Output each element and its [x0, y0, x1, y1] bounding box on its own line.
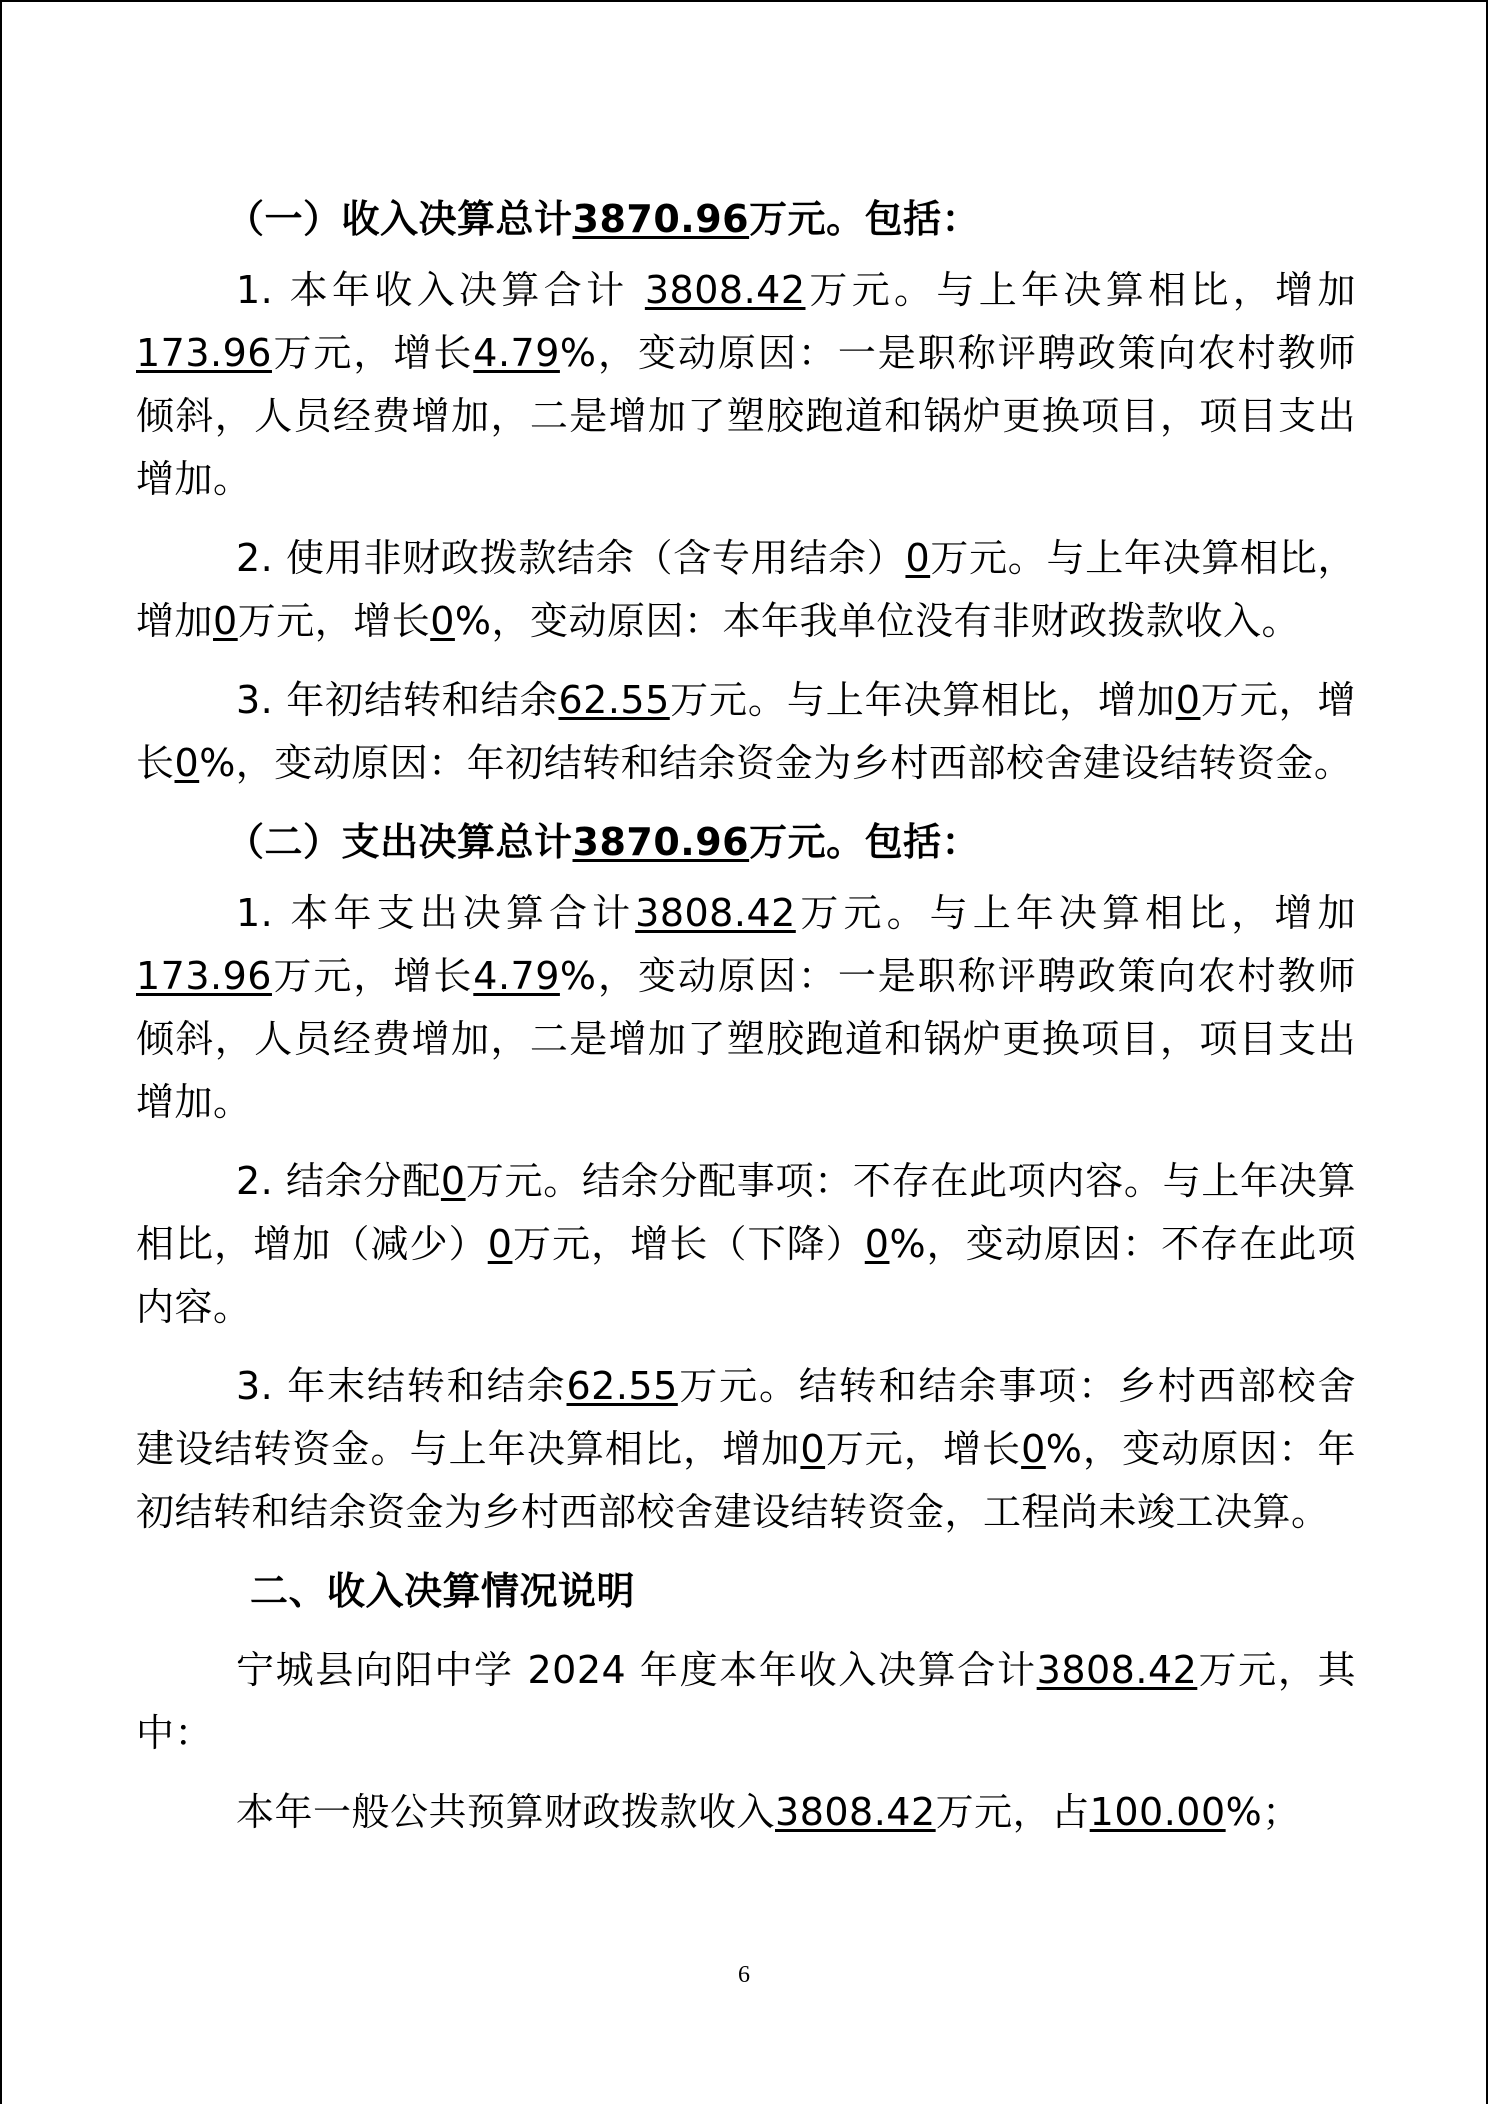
text: 万元，增长: [136, 678, 1356, 785]
heading-suffix: 万元。包括：: [749, 197, 981, 241]
text: 万元，占: [935, 1790, 1090, 1834]
document-body: [136, 188, 1356, 1844]
text: 万元。与上年决算相比，增加: [669, 678, 1176, 722]
text: %，变动原因：年初结转和结余资金为乡村西部校舍建设结转资金。: [199, 741, 1353, 785]
text: 万元，增长: [825, 1427, 1022, 1471]
text: %，变动原因：一是职称评聘政策向农村教师倾斜，人员经费增加，二是增加了塑胶跑道和锅炉更换项目，项目支出增加。: [136, 331, 1356, 501]
section-two-heading: 二、收入决算情况说明: [250, 1569, 636, 1613]
text: %，变动原因：不存在此项内容。: [136, 1222, 1356, 1329]
expense-item-3: [136, 1355, 1356, 1544]
expense-item-1: [136, 882, 1356, 1134]
text: 万元。与上年决算相比，增加: [805, 268, 1356, 312]
heading-prefix: （二）支出决算总计: [226, 820, 573, 864]
text: 宁城县向阳中学 2024 年度本年收入决算合计: [236, 1648, 1037, 1692]
income-breakdown-intro: [136, 1639, 1356, 1765]
non-fiscal-increase-value: 0: [213, 599, 238, 643]
non-fiscal-balance-value: 0: [905, 536, 931, 580]
text: %，变动原因：年初结转和结余资金为乡村西部校舍建设结转资金，工程尚未竣工决算。: [136, 1427, 1356, 1534]
income-increase-value: 173.96: [136, 331, 272, 375]
text: 本年一般公共预算财政拨款收入: [236, 1790, 776, 1834]
text: 3. 年初结转和结余: [236, 678, 559, 722]
text: 万元，增长: [237, 599, 431, 643]
income-growth-rate: 4.79: [473, 331, 560, 375]
text: 2. 使用非财政拨款结余（含专用结余）: [236, 536, 906, 580]
expense-growth-rate: 4.79: [473, 954, 560, 998]
text: 万元，增长: [271, 331, 474, 375]
text: 万元，增长: [271, 954, 474, 998]
text: %；: [1225, 1790, 1301, 1834]
income-item-3: [136, 669, 1356, 795]
distribution-growth-rate: 0: [864, 1222, 890, 1266]
current-year-income-value: 3808.42: [644, 268, 806, 312]
general-budget-income: [136, 1781, 1356, 1844]
expense-total-heading: [136, 811, 1356, 874]
expense-increase-value: 173.96: [136, 954, 272, 998]
text: 万元。结余分配事项：不存在此项内容。与上年决算相比，增加（减少）: [136, 1159, 1356, 1266]
text: 1. 本年收入决算合计: [236, 268, 645, 312]
distribution-change-value: 0: [487, 1222, 513, 1266]
non-fiscal-growth-rate: 0: [430, 599, 455, 643]
closing-balance-increase: 0: [800, 1427, 826, 1471]
expense-item-2: [136, 1150, 1356, 1339]
expense-total-value: 3870.96: [572, 820, 750, 864]
text: 万元，增长（下降）: [512, 1222, 865, 1266]
text: 2. 结余分配: [236, 1159, 441, 1203]
text: 万元。与上年决算相比，增加: [136, 536, 1356, 643]
annual-income-total-value: 3808.42: [1036, 1648, 1198, 1692]
income-total-value: 3870.96: [572, 197, 750, 241]
general-budget-share-value: 100.00: [1089, 1790, 1226, 1834]
opening-balance-value: 62.55: [558, 678, 670, 722]
current-year-expense-value: 3808.42: [635, 891, 796, 935]
text: %，变动原因：一是职称评聘政策向农村教师倾斜，人员经费增加，二是增加了塑胶跑道和锅炉更换项目，项目支出增加。: [136, 954, 1356, 1124]
text: 3. 年末结转和结余: [236, 1364, 567, 1408]
opening-balance-increase: 0: [1175, 678, 1201, 722]
text: 万元。结转和结余事项：乡村西部校舍建设结转资金。与上年决算相比，增加: [136, 1364, 1356, 1471]
text: 万元，其中：: [136, 1648, 1356, 1755]
income-total-heading: [136, 188, 1356, 251]
income-item-2: [136, 527, 1356, 653]
heading-suffix: 万元。包括：: [749, 820, 981, 864]
heading-prefix: （一）收入决算总计: [226, 197, 573, 241]
balance-distribution-value: 0: [440, 1159, 466, 1203]
text: 1. 本年支出决算合计: [236, 891, 636, 935]
opening-balance-growth-rate: 0: [174, 741, 200, 785]
closing-balance-value: 62.55: [566, 1364, 678, 1408]
closing-balance-growth-rate: 0: [1021, 1427, 1046, 1471]
general-budget-income-value: 3808.42: [775, 1790, 936, 1834]
text: 万元。与上年决算相比，增加: [795, 891, 1356, 935]
income-item-1: [136, 259, 1356, 511]
page-number: 6: [738, 1962, 750, 1988]
text: %，变动原因：本年我单位没有非财政拨款收入。: [454, 599, 1301, 643]
